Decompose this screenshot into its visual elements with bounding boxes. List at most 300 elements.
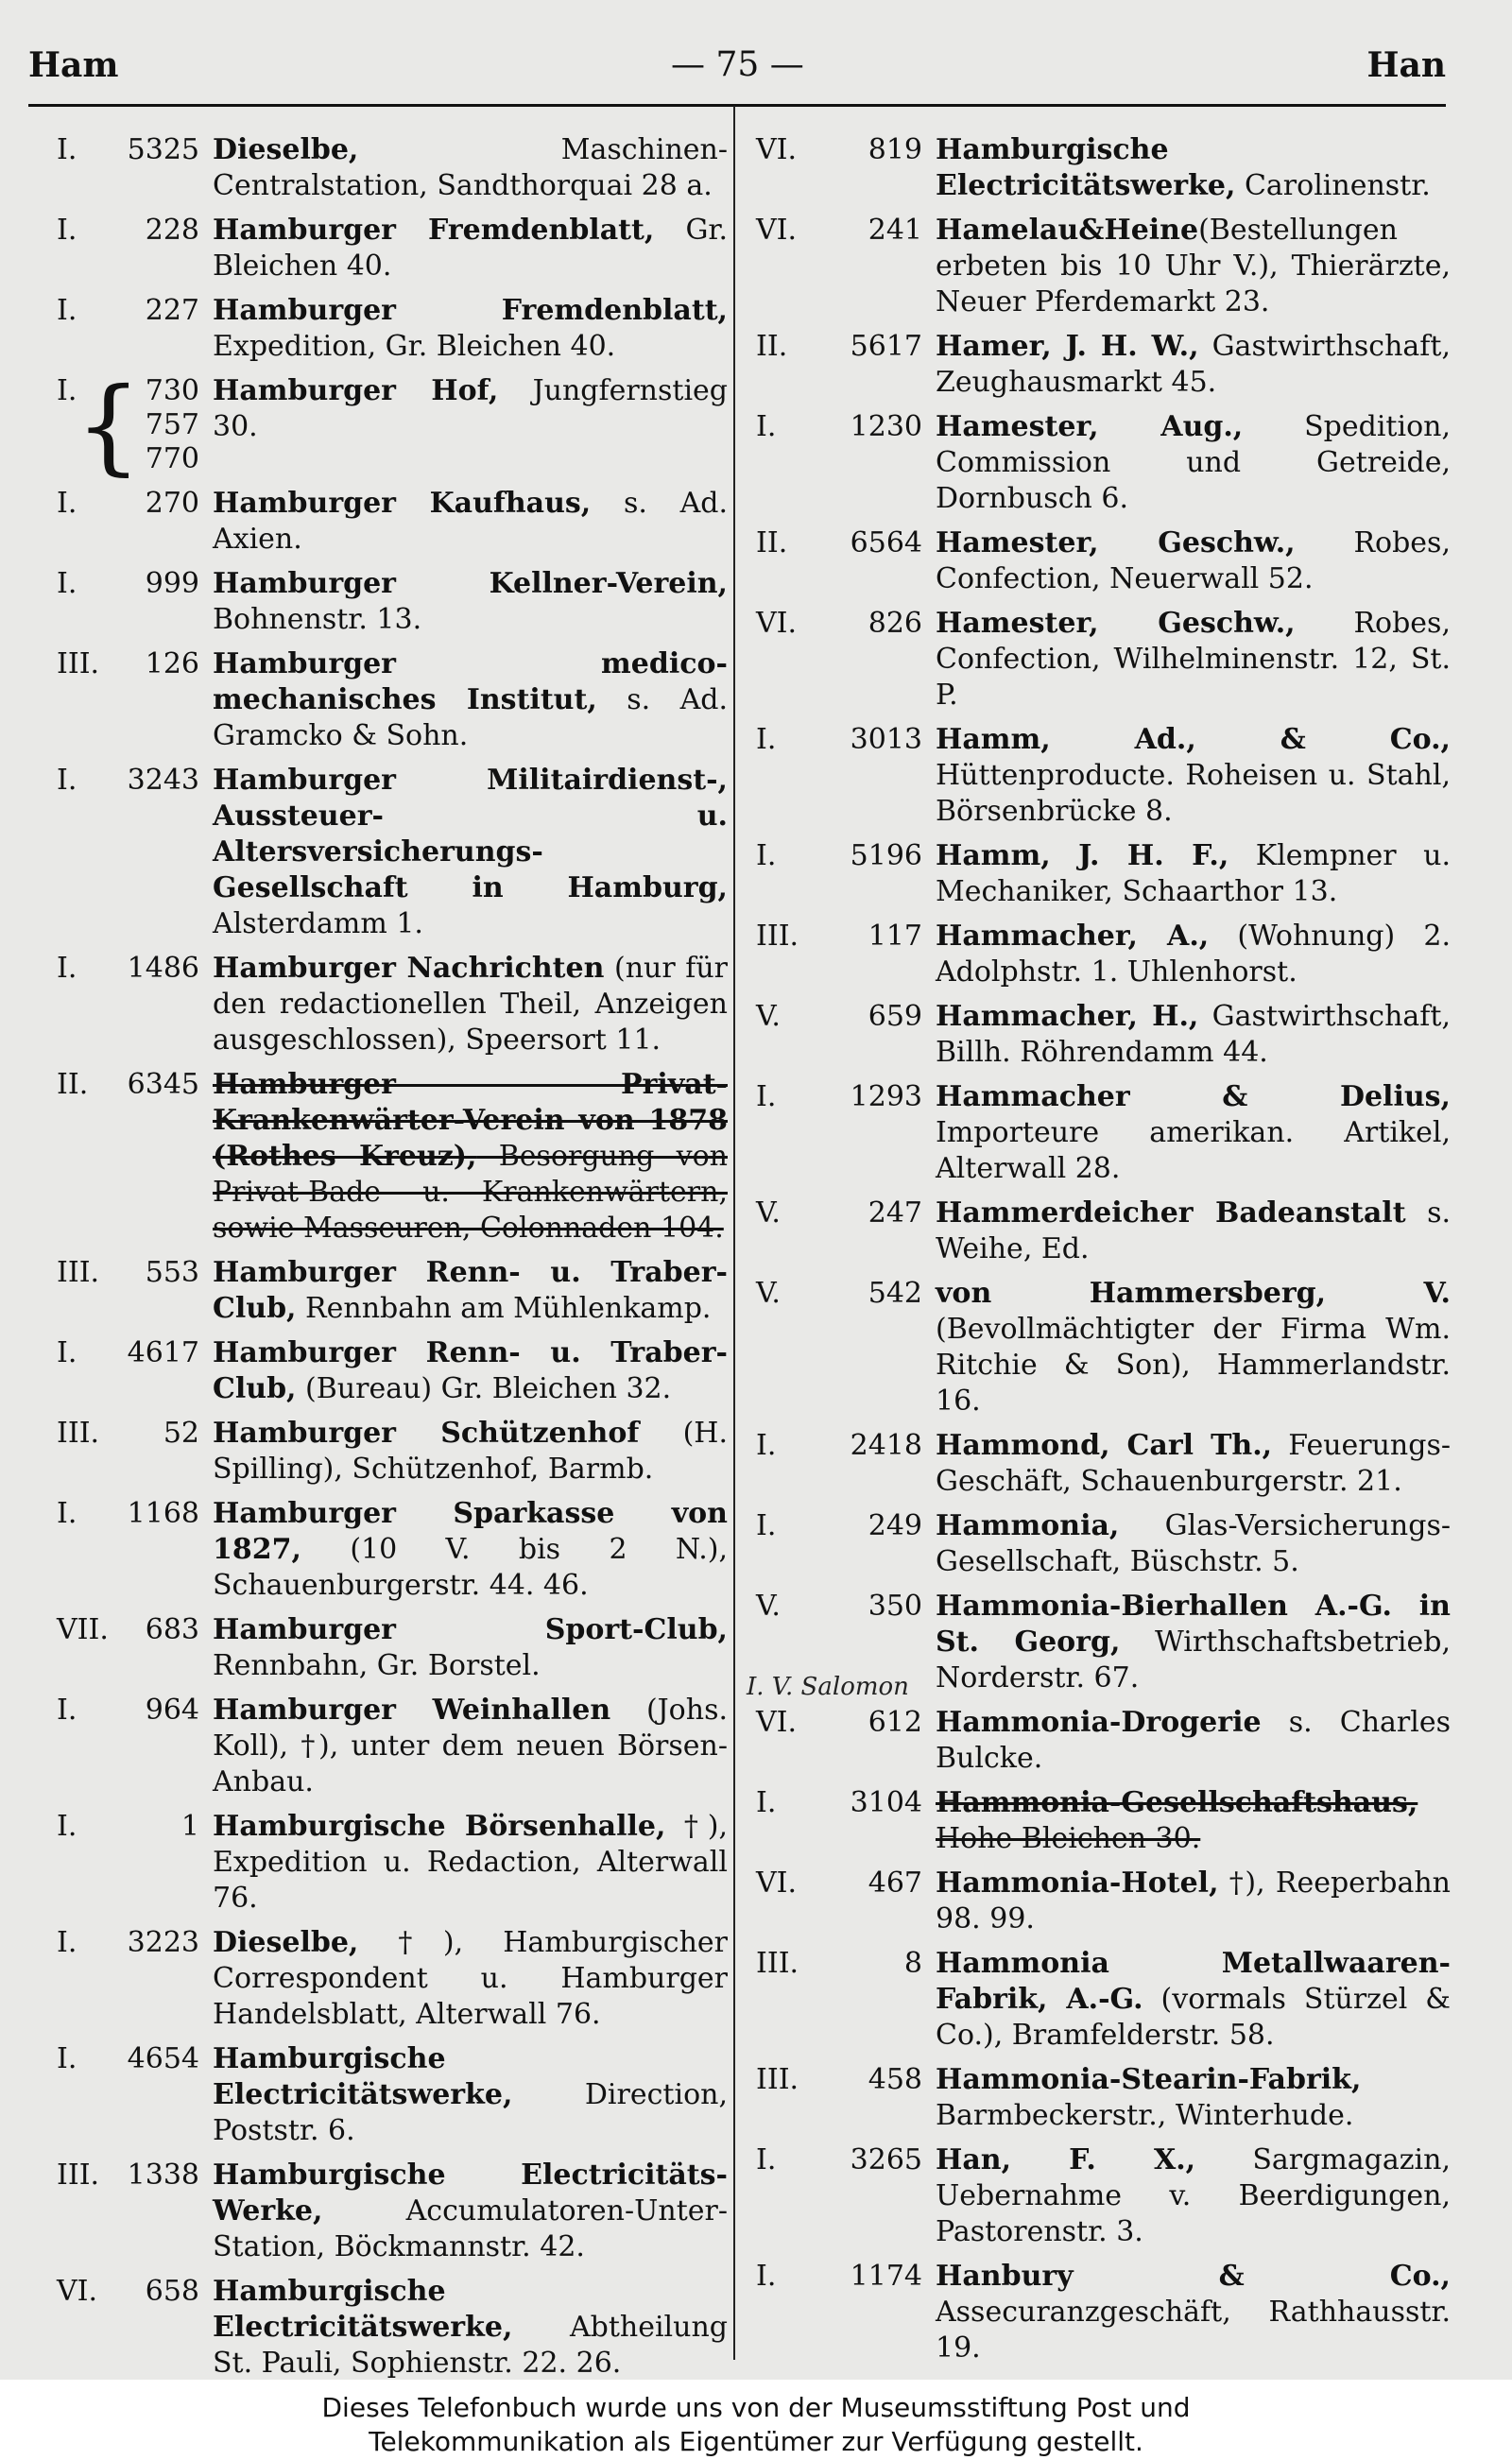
directory-entry <box>57 951 728 1058</box>
entry-number <box>756 1589 936 1625</box>
subscriber-name: Dieselbe, <box>213 1926 359 1959</box>
exchange-class: I. <box>57 214 77 247</box>
entry-text <box>213 2041 728 2149</box>
subscriber-details: Spedition, Commission und Getreide, Dornbusch 6. <box>936 410 1451 515</box>
exchange-class: I. <box>57 1926 77 1959</box>
subscriber-details: Sargmagazin, Uebernahme v. Beerdigungen, Pastorenstr. 3. <box>936 2143 1451 2248</box>
subscriber-details: Direction, Poststr. 6. <box>213 2078 728 2147</box>
subscriber-details: Robes, Confection, Neuerwall 52. <box>936 526 1451 595</box>
column-divider <box>733 106 735 2360</box>
directory-entry <box>57 2274 728 2382</box>
directory-entry <box>57 365 729 486</box>
subscriber-details: Maschinen-Centralstation, Sandthorquai 28 a. <box>213 133 728 202</box>
exchange-class: I. <box>756 1080 777 1113</box>
exchange-class: I. <box>57 1497 77 1530</box>
exchange-class: I. <box>756 2260 777 2293</box>
exchange-class: I. <box>756 1786 777 1819</box>
phone-number: 542 <box>868 1277 922 1310</box>
entry-number <box>756 1276 936 1312</box>
phone-number: 227 <box>145 294 199 327</box>
phone-number: 826 <box>868 607 922 640</box>
directory-entry <box>756 2259 1451 2366</box>
footer-notice <box>0 2391 1512 2460</box>
phone-number: 52 <box>163 1417 199 1450</box>
subscriber-details: Wirthschaftsbetrieb, Norderstr. 67. <box>936 1626 1452 1694</box>
phone-number: 270 <box>145 487 199 520</box>
phone-number: 228 <box>145 214 199 247</box>
directory-entry <box>57 566 728 638</box>
directory-entry <box>57 132 728 204</box>
phone-number: 458 <box>868 2063 922 2096</box>
entry-text <box>213 1255 728 1327</box>
entry-text <box>936 1428 1451 1500</box>
directory-entry <box>57 1925 728 2033</box>
exchange-class: III. <box>756 1947 799 1980</box>
entry-text <box>213 1693 728 1800</box>
subscriber-name: Dieselbe, <box>213 133 359 166</box>
exchange-class: I. <box>57 567 77 600</box>
directory-entry <box>57 213 728 284</box>
phone-number: 1168 <box>127 1497 199 1530</box>
exchange-class: I. <box>57 1336 77 1369</box>
entry-number <box>756 1079 936 1115</box>
entry-number <box>57 293 213 329</box>
entry-text <box>213 132 728 204</box>
phone-number: 350 <box>868 1590 922 1623</box>
entry-number <box>57 1612 213 1648</box>
subscriber-details: Feuerungs-Geschäft, Schauenburgerstr. 21. <box>936 1429 1451 1498</box>
phone-number: 247 <box>868 1196 922 1230</box>
entry-text <box>936 1589 1451 1696</box>
directory-entry <box>57 1496 728 1604</box>
subscriber-details: Hüttenproducte. Roheisen u. Stahl, Börsenbrücke 8. <box>936 759 1451 828</box>
subscriber-details: s. Weihe, Ed. <box>936 1196 1451 1265</box>
footer-line-1: Dieses Telefonbuch wurde uns von der Museumsstiftung Post und <box>321 2392 1191 2423</box>
exchange-class: VI. <box>756 1867 798 1900</box>
entry-number <box>57 1925 213 1961</box>
directory-entry <box>756 606 1451 714</box>
entry-number <box>57 1496 213 1532</box>
entry-number <box>756 213 936 249</box>
entry-text <box>213 646 728 754</box>
right-column <box>756 132 1451 2375</box>
phone-number: 5617 <box>850 330 922 363</box>
entry-text <box>936 1866 1451 1937</box>
subscriber-name: Hamburger Kaufhaus, <box>213 487 592 520</box>
entry-text <box>936 2142 1451 2250</box>
phone-number: 3013 <box>850 723 922 756</box>
directory-entry <box>57 1255 728 1327</box>
entry-text <box>213 2158 728 2265</box>
subscriber-name: Hamburgische Electricitätswerke, <box>213 2042 513 2111</box>
exchange-class: VI. <box>756 133 798 166</box>
entry-text <box>936 838 1451 910</box>
phone-number: 1486 <box>127 952 199 985</box>
directory-entry <box>756 1196 1451 1267</box>
exchange-class: III. <box>57 1256 100 1289</box>
subscriber-name: Hammond, Carl Th., <box>936 1429 1273 1462</box>
exchange-class: VII. <box>57 1613 109 1646</box>
entry-number <box>57 1067 213 1103</box>
subscriber-details: †), Hamburgischer Correspondent u. Hamburger Handelsblatt, Alterwall 76. <box>213 1926 728 2031</box>
entry-text <box>213 1809 728 1917</box>
subscriber-details: (vormals Stürzel & Co.), Bramfelderstr. 58. <box>936 1983 1451 2052</box>
subscriber-details: Expedition, Gr. Bleichen 40. <box>213 330 616 363</box>
phone-number: 3104 <box>850 1786 922 1819</box>
entry-text <box>936 999 1451 1071</box>
subscriber-name: Hamburger Fremdenblatt, <box>213 214 655 247</box>
number-group <box>75 365 199 486</box>
subscriber-name: Hamburger Kellner-Verein, <box>213 567 728 600</box>
exchange-class: I. <box>756 1509 777 1542</box>
subscriber-name: Hamburger Schützenhof <box>213 1417 640 1450</box>
subscriber-details: Barmbeckerstr., Winterhude. <box>936 2099 1354 2132</box>
subscriber-name: Hammacher, H., <box>936 1000 1199 1033</box>
subscriber-name: Hamburger Sport-Club, <box>213 1613 728 1646</box>
exchange-class: II. <box>756 526 788 559</box>
exchange-class: III. <box>756 920 799 953</box>
exchange-class: III. <box>57 2159 100 2192</box>
directory-entry <box>756 1946 1451 2054</box>
phone-number: 730 <box>145 374 199 407</box>
phone-number: 241 <box>868 214 922 247</box>
entry-text <box>936 606 1451 714</box>
entry-number <box>756 2142 936 2178</box>
subscriber-name: Hamester, Aug., <box>936 410 1244 443</box>
header-left-keyword: Ham <box>28 45 119 85</box>
subscriber-details: (Bureau) Gr. Bleichen 32. <box>296 1372 672 1405</box>
left-column <box>57 132 728 2390</box>
directory-entry <box>756 1785 1451 1857</box>
subscriber-details: (Bevollmächtigter der Firma Wm. Ritchie & Son), Hammerlandstr. 16. <box>936 1313 1451 1418</box>
entry-text <box>936 213 1451 320</box>
entry-text <box>936 1508 1451 1580</box>
entry-number <box>756 722 936 758</box>
subscriber-name: Hamm, Ad., & Co., <box>936 723 1451 756</box>
subscriber-details: (Bestellungen erbeten bis 10 Uhr V.), Thierärzte, Neuer Pferdemarkt 23. <box>936 214 1451 318</box>
entry-number <box>756 525 936 561</box>
subscriber-name: Hanbury & Co., <box>936 2260 1451 2293</box>
subscriber-name: Hammonia, <box>936 1509 1120 1542</box>
directory-entry <box>57 1612 728 1684</box>
exchange-class: VI. <box>756 607 798 640</box>
subscriber-details: Hohe Bleichen 30. <box>936 1822 1201 1855</box>
subscriber-name: Hamburger Renn- u. Traber-Club, <box>213 1336 728 1405</box>
entry-text <box>213 1335 728 1407</box>
directory-entry <box>756 2142 1451 2250</box>
exchange-class: VI. <box>756 214 798 247</box>
entry-text <box>936 2062 1451 2134</box>
exchange-class: III. <box>57 1417 100 1450</box>
brace-glyph: { <box>75 365 142 486</box>
phone-number: 6564 <box>850 526 922 559</box>
subscriber-name: Hamer, J. H. W., <box>936 330 1199 363</box>
entry-number <box>57 213 213 249</box>
phone-number: 2418 <box>850 1429 922 1462</box>
phone-number: 4654 <box>127 2042 199 2075</box>
exchange-class: I. <box>57 952 77 985</box>
entry-number <box>756 2062 936 2098</box>
subscriber-name: Hamburgische Electricitäts-Werke, <box>213 2159 728 2228</box>
entry-text <box>213 763 728 942</box>
entry-text <box>936 1079 1451 1187</box>
entry-number <box>756 132 936 168</box>
entry-text <box>936 919 1451 990</box>
entry-text <box>213 1612 728 1684</box>
entry-number <box>57 2158 213 2193</box>
entry-text <box>213 1925 728 2033</box>
directory-entry <box>57 1416 728 1488</box>
phone-number: 249 <box>868 1509 922 1542</box>
subscriber-name: Hammonia-Stearin-Fabrik, <box>936 2063 1362 2096</box>
directory-entry <box>57 1335 728 1407</box>
subscriber-name: Hammacher, A., <box>936 920 1210 953</box>
exchange-class: I. <box>756 723 777 756</box>
entry-text <box>213 951 728 1058</box>
phone-number: 1293 <box>850 1080 922 1113</box>
exchange-class: VI. <box>756 1706 798 1739</box>
entry-text <box>213 293 728 365</box>
phone-number: 8 <box>903 1947 922 1980</box>
page-header <box>28 45 1446 93</box>
entry-number <box>57 566 213 602</box>
exchange-class: I. <box>57 133 77 166</box>
subscriber-details: Gastwirthschaft, Zeughausmarkt 45. <box>936 330 1451 399</box>
entry-number <box>57 2274 213 2310</box>
phone-number: 1174 <box>850 2260 922 2293</box>
phone-number: 126 <box>145 647 199 680</box>
subscriber-details: s. Charles Bulcke. <box>936 1706 1451 1775</box>
subscriber-details: (Wohnung) 2. Adolphstr. 1. Uhlenhorst. <box>936 920 1451 989</box>
subscriber-details: Robes, Confection, Wilhelminenstr. 12, St. P. <box>936 607 1451 712</box>
subscriber-details: (H. Spilling), Schützenhof, Barmb. <box>213 1417 728 1486</box>
subscriber-name: Hamburger Renn- u. Traber-Club, <box>213 1256 728 1325</box>
phone-number: 1 <box>180 1810 199 1843</box>
subscriber-name: Han, F. X., <box>936 2143 1196 2176</box>
subscriber-name: Hamelau&Heine <box>936 214 1199 247</box>
subscriber-name: Hamester, Geschw., <box>936 607 1296 640</box>
phone-number: 553 <box>145 1256 199 1289</box>
subscriber-name: Hammonia-Hotel, <box>936 1867 1219 1900</box>
directory-entry <box>756 999 1451 1071</box>
phone-number: 5196 <box>850 839 922 872</box>
entry-text <box>936 722 1451 830</box>
subscriber-details: Accumulatoren-Unter-Station, Böckmannstr. 42. <box>213 2194 728 2263</box>
subscriber-name: Hammonia-Drogerie <box>936 1706 1262 1739</box>
subscriber-name: Hammonia Metallwaaren-Fabrik, A.-G. <box>936 1947 1451 2016</box>
phone-number: 770 <box>145 442 199 475</box>
subscriber-details: (Johs. Koll), †), unter dem neuen Börsen-Anbau. <box>213 1694 728 1798</box>
phone-number: 964 <box>145 1694 199 1727</box>
subscriber-name: Hamester, Geschw., <box>936 526 1296 559</box>
subscriber-name: Hamburger Privat-Krankenwärter-Verein von 1878 (Rothes Kreuz), <box>213 1068 728 1173</box>
subscriber-name: Hamburger Hof, <box>213 374 499 407</box>
phone-number: 6345 <box>127 1068 199 1101</box>
phone-number: 659 <box>868 1000 922 1033</box>
exchange-class: V. <box>756 1590 781 1623</box>
footer-line-2: Telekommunikation als Eigentümer zur Verfügung gestellt. <box>369 2426 1143 2457</box>
subscriber-details: Gastwirthschaft, Billh. Röhrendamm 44. <box>936 1000 1451 1069</box>
subscriber-details: Assecuranzgeschäft, Rathhausstr. 19. <box>936 2296 1451 2365</box>
entry-text <box>936 1705 1451 1777</box>
subscriber-name: Hammacher & Delius, <box>936 1080 1451 1113</box>
entry-number <box>57 1416 213 1452</box>
entry-text <box>213 486 728 558</box>
subscriber-details: Rennbahn am Mühlenkamp. <box>296 1292 712 1325</box>
exchange-class: I. <box>756 839 777 872</box>
directory-entry <box>756 2062 1451 2134</box>
directory-entry <box>756 1276 1451 1419</box>
entry-text <box>213 1067 728 1247</box>
entry-text <box>936 1276 1451 1419</box>
entry-number <box>756 1785 936 1821</box>
exchange-class: VI. <box>57 2275 98 2308</box>
entry-text <box>213 1416 728 1488</box>
exchange-class: V. <box>756 1196 781 1230</box>
directory-entry <box>756 525 1451 597</box>
subscriber-name: Hamburger Weinhallen <box>213 1694 611 1727</box>
subscriber-name: Hamburgische Börsenhalle, <box>213 1810 666 1843</box>
exchange-class: I. <box>57 1694 77 1727</box>
exchange-class: I. <box>57 2042 77 2075</box>
entry-number <box>756 999 936 1035</box>
header-rule <box>28 104 1446 107</box>
entry-number <box>57 646 213 682</box>
entry-number <box>756 2259 936 2295</box>
subscriber-details: Rennbahn, Gr. Borstel. <box>213 1649 541 1682</box>
entry-text <box>213 213 728 284</box>
subscriber-details: †), Expedition u. Redaction, Alterwall 76. <box>213 1810 729 1915</box>
directory-entry <box>756 409 1451 517</box>
phone-number: 819 <box>868 133 922 166</box>
exchange-class: V. <box>756 1000 781 1033</box>
entry-number <box>756 1508 936 1544</box>
phone-number: 467 <box>868 1867 922 1900</box>
subscriber-name: Hamm, J. H. F., <box>936 839 1229 872</box>
number-list <box>146 374 199 476</box>
subscriber-name: Hammerdeicher Badeanstalt <box>936 1196 1406 1230</box>
entry-number <box>756 1946 936 1982</box>
directory-entry <box>57 1693 728 1800</box>
exchange-class: V. <box>756 1277 781 1310</box>
directory-entry <box>756 838 1451 910</box>
entry-number <box>57 2041 213 2077</box>
entry-number <box>756 919 936 955</box>
directory-entry <box>756 329 1451 401</box>
entry-number <box>756 1196 936 1231</box>
subscriber-details: s. Ad. Axien. <box>213 487 728 556</box>
subscriber-details: Alsterdamm 1. <box>213 907 423 940</box>
directory-entry <box>57 646 728 754</box>
exchange-class: I. <box>756 2143 777 2176</box>
directory-entry <box>756 132 1451 204</box>
subscriber-details: Carolinenstr. <box>1235 169 1431 202</box>
entry-number <box>756 329 936 365</box>
phone-number: 658 <box>145 2275 199 2308</box>
subscriber-name: Hamburgische Electricitätswerke, <box>213 2275 513 2344</box>
subscriber-details: Besorgung von Privat-Bade- u. Krankenwärtern, sowie Masseuren, Colonnaden 104. <box>213 1140 728 1245</box>
phone-number: 757 <box>145 408 199 441</box>
subscriber-name: Hammonia-Gesellschaftshaus, <box>936 1786 1418 1819</box>
directory-entry <box>756 1866 1451 1937</box>
subscriber-name: von Hammersberg, V. <box>936 1277 1451 1310</box>
phone-number: 1230 <box>850 410 922 443</box>
entry-number <box>756 1428 936 1464</box>
directory-entry <box>57 2158 728 2265</box>
subscriber-name: Hammonia-Bierhallen A.-G. in St. Georg, <box>936 1590 1451 1659</box>
entry-text <box>936 525 1451 597</box>
directory-entry <box>57 1809 728 1917</box>
exchange-class: I. <box>756 1429 777 1462</box>
phone-number: 3223 <box>127 1926 199 1959</box>
exchange-class: II. <box>57 1068 89 1101</box>
header-right-keyword: Han <box>1366 45 1446 85</box>
entry-number <box>756 1705 936 1741</box>
exchange-class: I. <box>57 294 77 327</box>
exchange-class: I. <box>756 410 777 443</box>
exchange-class: I. <box>57 374 77 407</box>
entry-text <box>213 1496 728 1604</box>
phone-number: 1338 <box>127 2159 199 2192</box>
subscriber-details: Klempner u. Mechaniker, Schaarthor 13. <box>936 839 1451 908</box>
phone-number: 4617 <box>127 1336 199 1369</box>
entry-text <box>936 132 1451 204</box>
entry-text <box>213 566 728 638</box>
exchange-class: I. <box>57 764 77 797</box>
directory-entry <box>57 763 728 942</box>
subscriber-details: (nur für den redactionellen Theil, Anzeigen ausgeschlossen), Speersort 11. <box>213 952 728 1057</box>
exchange-class: I. <box>57 1810 77 1843</box>
entry-text <box>936 409 1451 517</box>
entry-number <box>57 365 213 486</box>
subscriber-details: Bohnenstr. 13. <box>213 603 422 636</box>
exchange-class: I. <box>57 487 77 520</box>
entry-text <box>936 1785 1451 1857</box>
directory-entry <box>57 293 728 365</box>
exchange-class: II. <box>756 330 788 363</box>
phone-number: 117 <box>868 920 922 953</box>
phone-number: 683 <box>145 1613 199 1646</box>
page-number: — 75 — <box>671 45 804 84</box>
entry-text <box>936 1196 1451 1267</box>
directory-entry <box>57 2041 728 2149</box>
subscriber-details: s. Ad. Gramcko & Sohn. <box>213 683 728 752</box>
subscriber-details: Gr. Bleichen 40. <box>213 214 728 283</box>
directory-entry <box>756 213 1451 320</box>
subscriber-details: Jungfernstieg 30. <box>213 374 729 443</box>
phone-number: 3265 <box>850 2143 922 2176</box>
directory-entry <box>756 1428 1451 1500</box>
directory-entry <box>57 486 728 558</box>
directory-entry <box>756 722 1451 830</box>
exchange-class: III. <box>756 2063 799 2096</box>
subscriber-name: Hamburger medico-mechanisches Institut, <box>213 647 728 716</box>
phone-number: 999 <box>145 567 199 600</box>
entry-text <box>936 329 1451 401</box>
entry-number <box>57 763 213 799</box>
entry-text <box>213 2274 728 2382</box>
phone-number: 612 <box>868 1706 922 1739</box>
phone-number: 5325 <box>127 133 199 166</box>
directory-entry <box>756 919 1451 990</box>
subscriber-name: Hamburgische Electricitätswerke, <box>936 133 1236 202</box>
entry-text <box>936 1946 1451 2054</box>
handwritten-note: I. V. Salomon <box>747 1673 909 1701</box>
directory-entry <box>756 1705 1451 1777</box>
subscriber-details: (10 V. bis 2 N.), Schauenburgerstr. 44. 46. <box>213 1533 728 1602</box>
subscriber-name: Hamburger Nachrichten <box>213 952 605 985</box>
entry-number <box>756 606 936 642</box>
